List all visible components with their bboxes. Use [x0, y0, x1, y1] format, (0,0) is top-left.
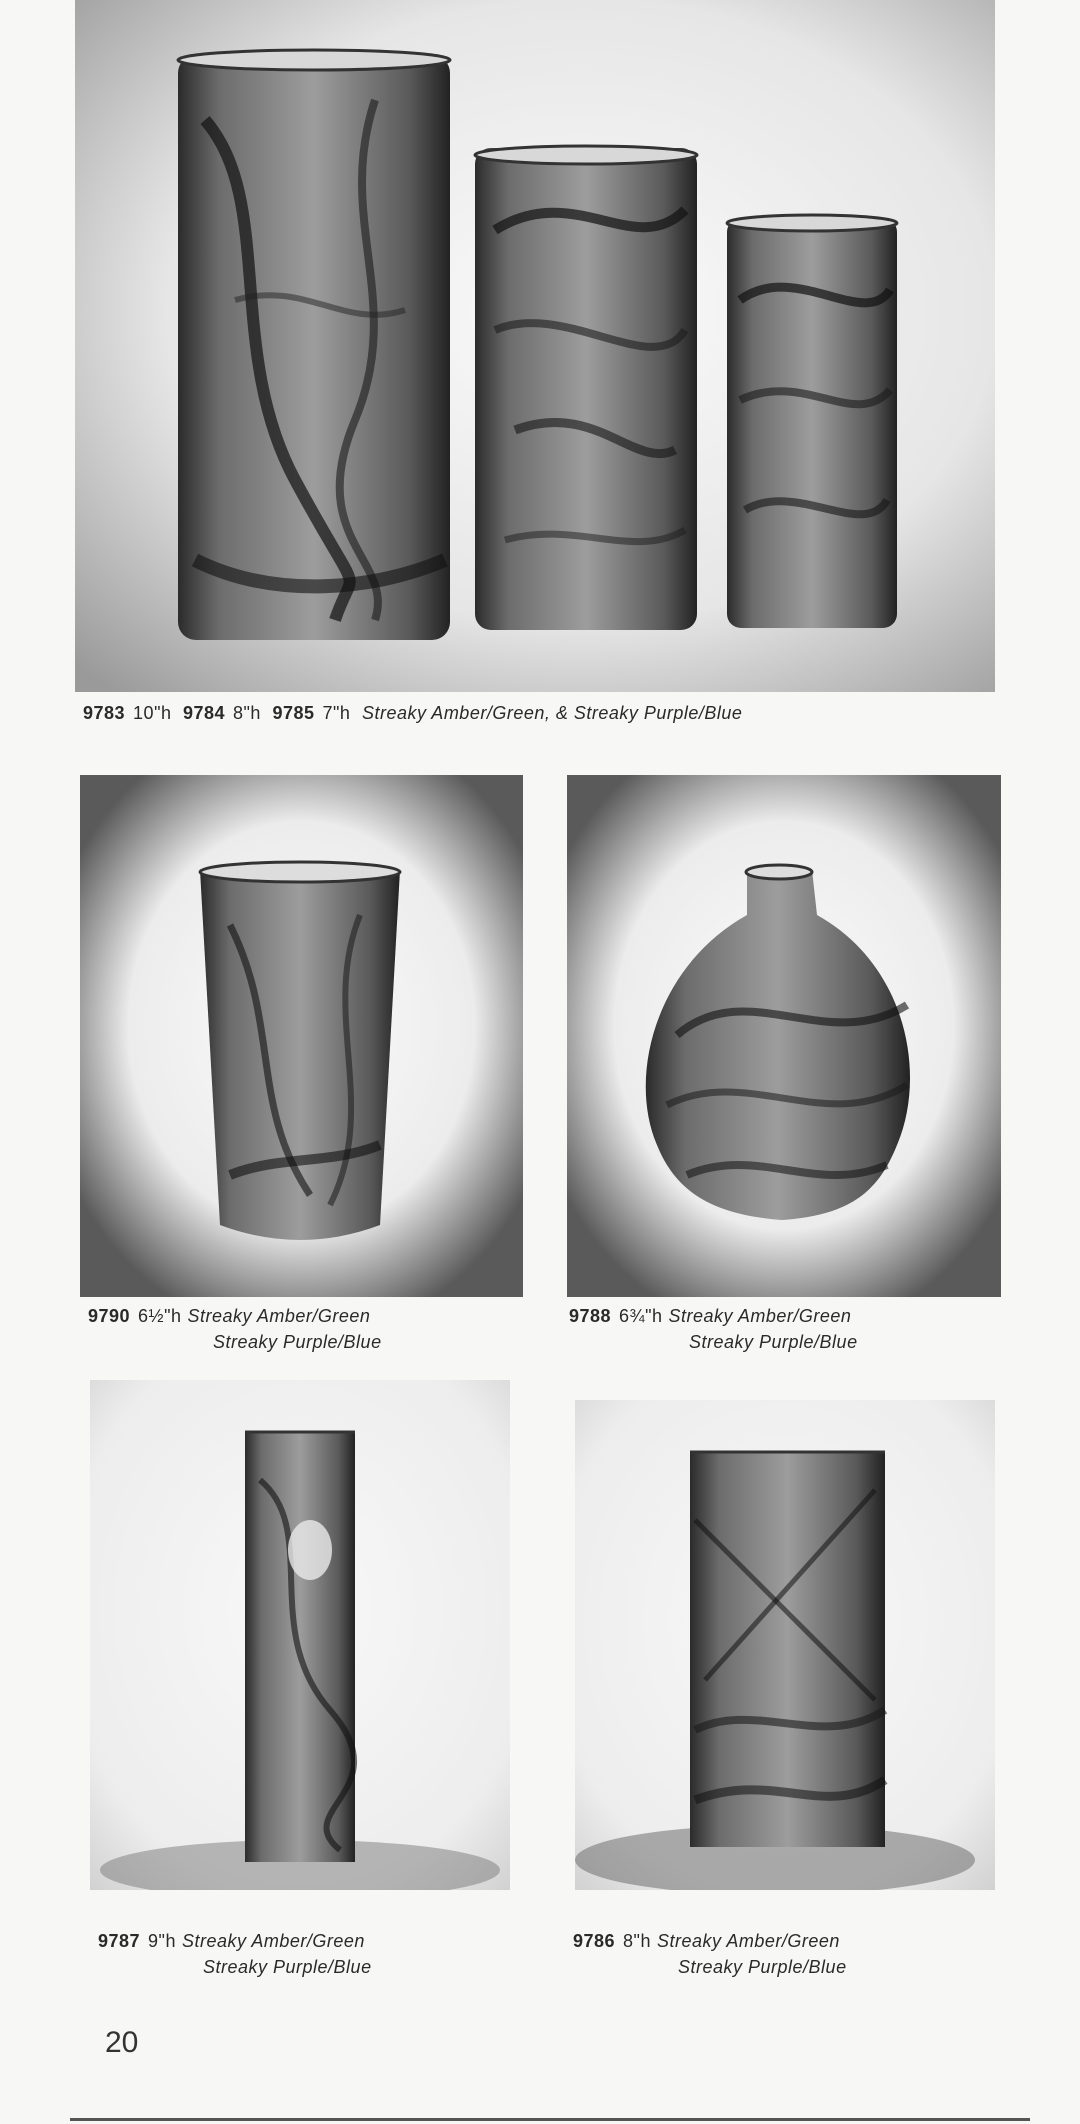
- item-code: 9785: [272, 703, 315, 723]
- colour-line-1: Streaky Amber/Green: [187, 1306, 371, 1326]
- colour-line-2: Streaky Purple/Blue: [203, 1957, 372, 1977]
- vase-9784: [475, 146, 697, 630]
- middle-right-caption: [569, 1303, 858, 1355]
- colour-line-2: Streaky Purple/Blue: [213, 1332, 382, 1352]
- photo-cylinder-vases-trio: [75, 0, 995, 692]
- bottom-right-caption: [573, 1928, 847, 1980]
- photo-vase-9786: [575, 1400, 995, 1890]
- item-size: 7"h: [322, 703, 351, 723]
- item-code: 9783: [83, 703, 126, 723]
- colour-line-1: Streaky Amber/Green: [668, 1306, 852, 1326]
- bottom-divider: [70, 2118, 1030, 2121]
- item-code: 9786: [573, 1931, 616, 1951]
- vase-9785: [727, 215, 897, 628]
- item-size: 8"h: [233, 703, 261, 723]
- item-code: 9788: [569, 1306, 612, 1326]
- bottom-left-caption: [98, 1928, 372, 1980]
- item-code: 9790: [88, 1306, 131, 1326]
- item-size: 10"h: [133, 703, 172, 723]
- colour-line-2: Streaky Purple/Blue: [678, 1957, 847, 1977]
- colour-description: Streaky Amber/Green, & Streaky Purple/Blue: [361, 703, 743, 723]
- middle-left-caption: [88, 1303, 382, 1355]
- top-caption: [83, 700, 742, 726]
- item-size: 9"h: [148, 1931, 176, 1951]
- item-size: 8"h: [623, 1931, 651, 1951]
- colour-line-2: Streaky Purple/Blue: [689, 1332, 858, 1352]
- colour-line-1: Streaky Amber/Green: [656, 1931, 840, 1951]
- item-code: 9784: [182, 703, 226, 723]
- item-size: 6½"h: [138, 1306, 182, 1326]
- vase-9783: [178, 50, 450, 640]
- page-number: 20: [105, 2026, 139, 2059]
- photo-vase-9788: [567, 775, 1001, 1297]
- colour-line-1: Streaky Amber/Green: [181, 1931, 365, 1951]
- photo-vase-9787: [90, 1380, 510, 1890]
- photo-vase-9790: [80, 775, 523, 1297]
- item-size: 6¾"h: [619, 1306, 663, 1326]
- item-code: 9787: [98, 1931, 141, 1951]
